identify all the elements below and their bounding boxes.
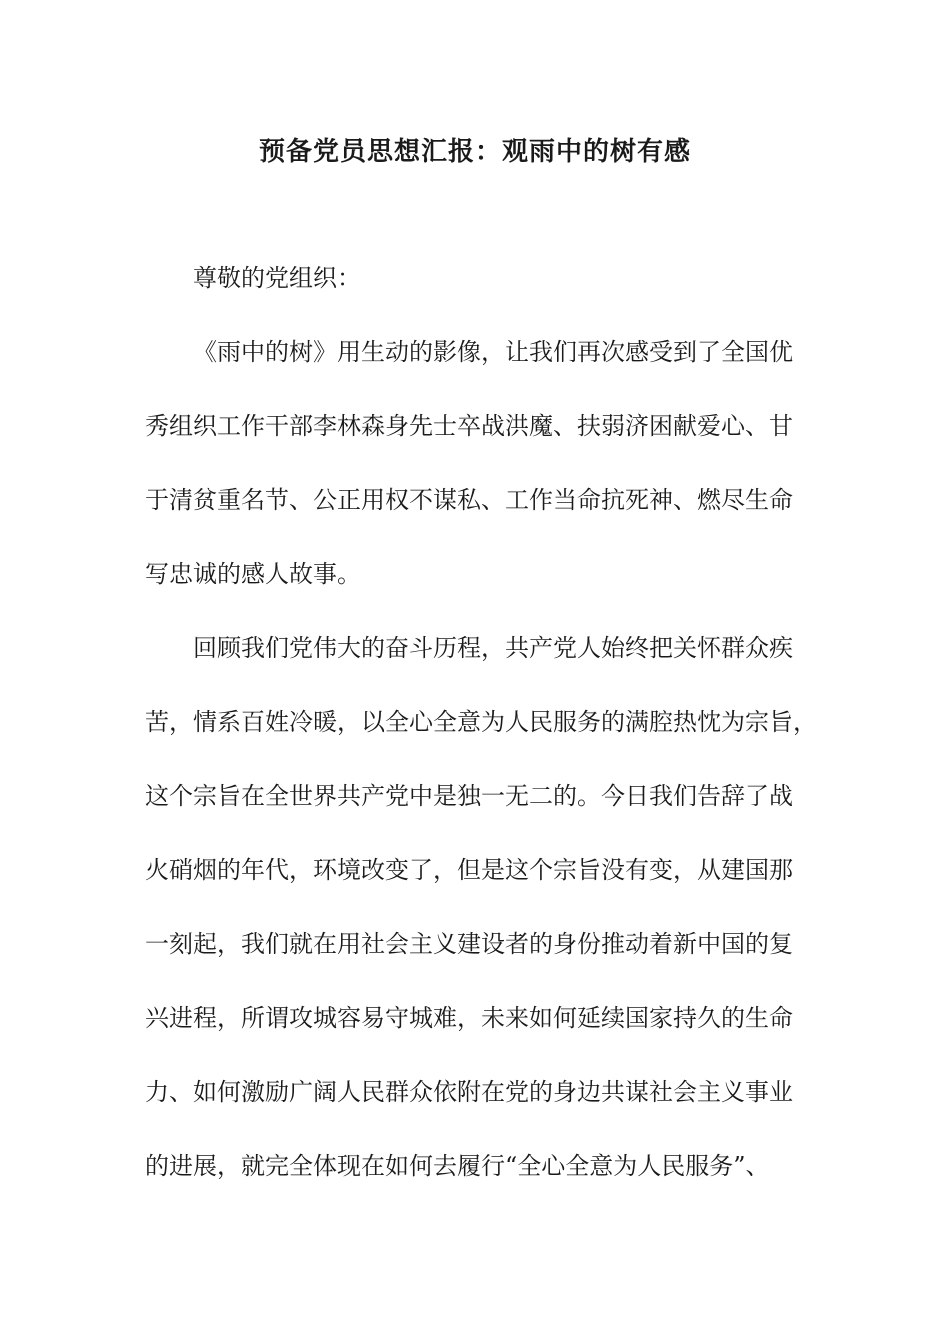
salutation: 尊敬的党组织： [193, 264, 361, 292]
paragraph-2-line-7: 力、如何激励广阔人民群众依附在党的身边共谋社会主义事业 [145, 1078, 793, 1106]
paragraph-2-line-8: 的进展，就完全体现在如何去履行“全心全意为人民服务”、 [145, 1152, 770, 1180]
paragraph-2-line-1: 回顾我们党伟大的奋斗历程，共产党人始终把关怀群众疾 [193, 634, 793, 662]
document-title: 预备党员思想汇报：观雨中的树有感 [258, 137, 691, 167]
paragraph-2-line-6: 兴进程，所谓攻城容易守城难，未来如何延续国家持久的生命 [145, 1004, 793, 1032]
paragraph-1-line-2: 秀组织工作干部李林森身先士卒战洪魔、扶弱济困献爱心、甘 [145, 412, 793, 440]
paragraph-1-line-4: 写忠诚的感人故事。 [145, 560, 361, 588]
paragraph-1-line-1: 《雨中的树》用生动的影像，让我们再次感受到了全国优 [193, 338, 793, 366]
paragraph-1-line-3: 于清贫重名节、公正用权不谋私、工作当命抗死神、燃尽生命 [145, 486, 793, 514]
paragraph-2-line-2: 苦，情系百姓冷暖，以全心全意为人民服务的满腔热忱为宗旨， [145, 708, 817, 736]
paragraph-2-line-3: 这个宗旨在全世界共产党中是独一无二的。今日我们告辞了战 [145, 782, 793, 810]
paragraph-2-line-5: 一刻起，我们就在用社会主义建设者的身份推动着新中国的复 [145, 930, 793, 958]
paragraph-2-line-4: 火硝烟的年代，环境改变了，但是这个宗旨没有变，从建国那 [145, 856, 793, 884]
